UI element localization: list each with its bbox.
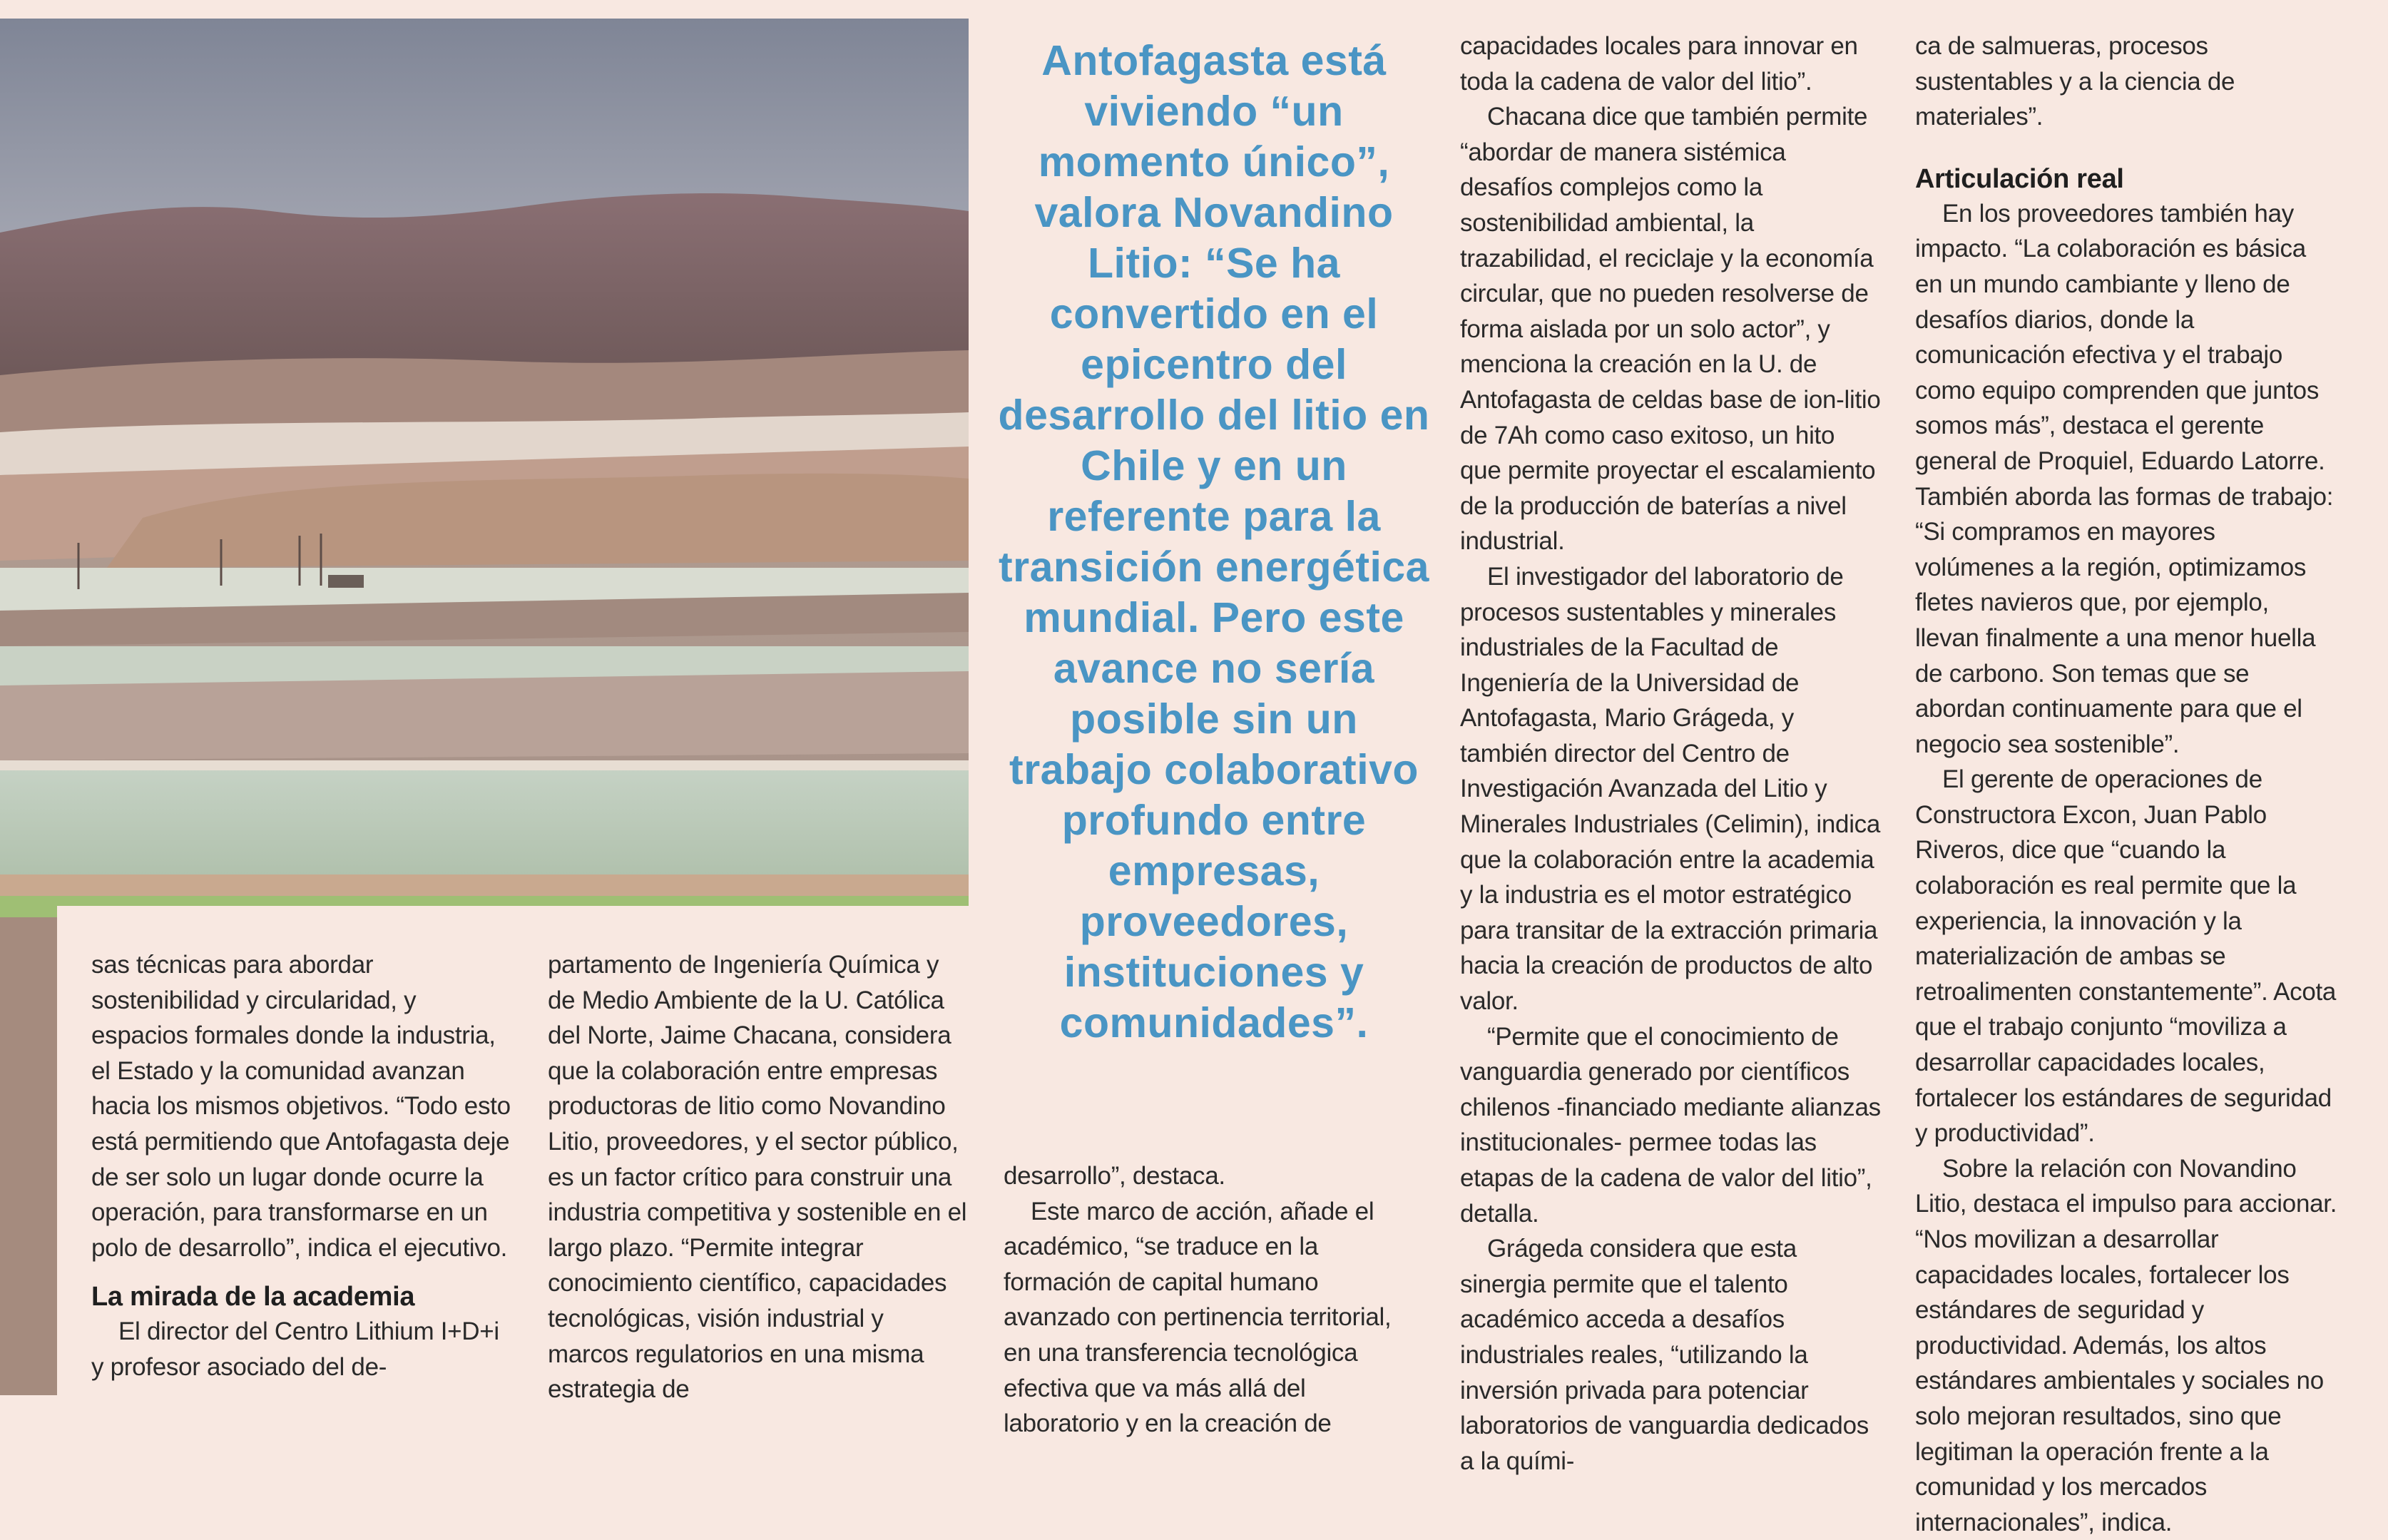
- col1-paragraph-2: El director del Centro Lithium I+D+i y profesor asociado del de-: [91, 1317, 499, 1381]
- section-heading-academia: La mirada de la academia: [91, 1282, 415, 1312]
- column-5: [1915, 29, 2337, 1540]
- col4-paragraph-2: Chacana dice que también permite “abordar de manera sistémica desafíos complejos como la sostenibilidad ambiental, la trazabilidad, el reciclaje y la economía circular, que no pueden resolverse de forma aislada por un solo actor”, y menciona la creación en la U. de Antofagasta de celdas base de ion-litio de 7Ah como caso exitoso, un hito que permite proyectar el escalamiento de la producción de baterías a nivel industrial.: [1460, 103, 1881, 556]
- col4-paragraph-4: “Permite que el conocimiento de vanguardia generado por científicos chilenos -financiado mediante alianzas institucionales- permee todas las etapas de la cadena de valor del litio”, detalla.: [1460, 1022, 1881, 1228]
- col3-paragraph-1: desarrollo”, destaca.: [1004, 1162, 1225, 1190]
- column-2: [548, 947, 967, 1407]
- col5-paragraph-4: Sobre la relación con Novandino Litio, destaca el impulso para accionar. “Nos movilizan a desarrollar capacidades locales, fortalecer los estándares de seguridad y productividad. Además, los altos estándares ambientales y sociales no solo mejoran resultados, sino que legitiman la operación frente a la comunidad y los mercados internacionales”, indica.: [1915, 1154, 2337, 1536]
- col2-paragraph-1: partamento de Ingeniería Química y de Medio Ambiente de la U. Católica del Norte, Jaime Chacana, considera que la colaboración entre empresas productoras de litio como Novandino Litio, proveedores, y el sector público, es un factor crítico para construir una industria competitiva y sostenible en el largo plazo. “Permite integrar conocimiento científico, capacidades tecnológicas, visión industrial y marcos regulatorios en una misma estrategia de: [548, 951, 967, 1404]
- col5-paragraph-3: El gerente de operaciones de Constructora Excon, Juan Pablo Riveros, dice que “cuando la colaboración es real permite que la experiencia, la innovación y la materialización de ambas se retroalimenten constantemente”. Acota que el trabajo conjunto “moviliza a desarrollar capacidades locales, fortalecer los estándares de seguridad y productividad”.: [1915, 765, 2337, 1148]
- column-3: [1004, 1158, 1424, 1442]
- col5-paragraph-1: ca de salmueras, procesos sustentables y a la ciencia de materiales”.: [1915, 32, 2235, 131]
- pull-quote: Antofagasta está viviendo “un momento único”, valora Novandino Litio: “Se ha convertido en el epicentro del desarrollo del litio en Chile y en un referente para la transición energética mundial. Pero este avance no sería posible sin un trabajo colaborativo profundo entre empresas, proveedores, instituciones y comunidades”.: [998, 37, 1430, 1046]
- col4-paragraph-1: capacidades locales para innovar en toda la cadena de valor del litio”.: [1460, 32, 1858, 96]
- col4-paragraph-5: Grágeda considera que esta sinergia permite que el talento académico acceda a desafíos industriales reales, “utilizando la inversión privada para potenciar laboratorios de vanguardia dedicados a la quími-: [1460, 1235, 1869, 1475]
- column-1: [91, 947, 512, 1385]
- section-heading-articulacion: Articulación real: [1915, 163, 2124, 194]
- col4-paragraph-3: El investigador del laboratorio de procesos sustentables y minerales industriales de la Facultad de Ingeniería de la Universidad de Antofagasta, Mario Grágeda, y también director del Centro de Investigación Avanzada del Litio y Minerales Industriales (Celimin), indica que la colaboración entre la academia y la industria es el motor estratégico para transitar de la extracción primaria hacia la creación de productos de alto valor.: [1460, 562, 1881, 1016]
- col3-paragraph-2: Este marco de acción, añade el académico, “se traduce en la formación de capital humano avanzado con pertinencia territorial, en una transferencia tecnológica efectiva que va más allá del laboratorio y en la creación de: [1004, 1197, 1392, 1438]
- col5-paragraph-2: En los proveedores también hay impacto. “La colaboración es básica en un mundo cambiante y lleno de desafíos diarios, donde la comunicación efectiva y el trabajo como equipo comprenden que juntos somos más”, destaca el gerente general de Proquiel, Eduardo Latorre. También aborda las formas de trabajo: “Si compramos en mayores volúmenes a la región, optimizamos fletes navieros que, por ejemplo, llevan finalmente a una menor huella de carbono. Son temas que se abordan continuamente para que el negocio sea sostenible”.: [1915, 199, 2334, 758]
- column-4: [1460, 29, 1881, 1479]
- col1-paragraph-1: sas técnicas para abordar sostenibilidad y circularidad, y espacios formales donde la industria, el Estado y la comunidad avanzan hacia los mismos objetivos. “Todo esto está permitiendo que Antofagasta deje de ser solo un lugar donde ocurre la operación, para transformarse en un polo de desarrollo”, indica el ejecutivo.: [91, 951, 511, 1262]
